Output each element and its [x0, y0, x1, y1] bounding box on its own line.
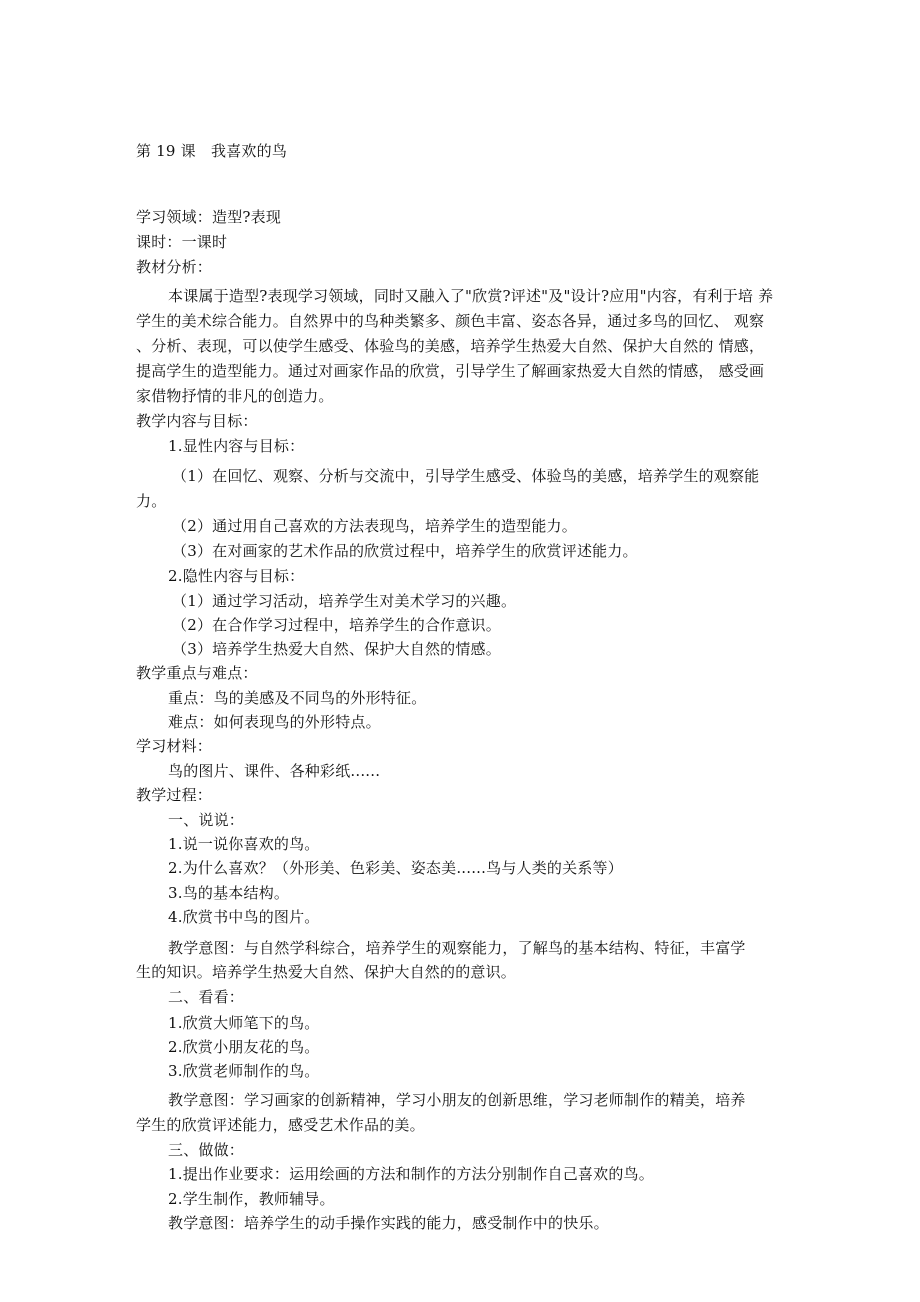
step-3-intent: 教学意图：培养学生的动手操作实践的能力，感受制作中的快乐。 — [168, 1214, 609, 1232]
implicit-goal-1: （1）通过学习活动，培养学生对美术学习的兴趣。 — [172, 592, 517, 610]
analysis-line: 学生的美术综合能力。自然界中的鸟种类繁多、颜色丰富、姿态各异，通过多鸟的回忆、 观察 — [136, 312, 765, 330]
step-1-item: 1.说一说你喜欢的鸟。 — [168, 835, 320, 853]
step-1-item: 4.欣赏书中鸟的图片。 — [168, 908, 320, 926]
analysis-line: 家借物抒情的非凡的创造力。 — [136, 387, 334, 405]
keypoints-heading: 教学重点与难点： — [136, 664, 258, 682]
process-heading: 教学过程： — [136, 786, 213, 804]
step-1-item: 3.鸟的基本结构。 — [168, 884, 290, 902]
key-point: 重点：鸟的美感及不同鸟的外形特征。 — [168, 689, 427, 707]
step-2-intent: 教学意图：学习画家的创新精神，学习小朋友的创新思维，学习老师制作的精美，培养 — [168, 1091, 746, 1109]
step-2-intent-cont: 学生的欣赏评述能力，感受艺术作品的美。 — [136, 1116, 425, 1134]
implicit-goals-heading: 2.隐性内容与目标： — [168, 567, 305, 585]
materials-heading: 学习材料： — [136, 737, 213, 755]
step-3-item: 2.学生制作，教师辅导。 — [168, 1190, 335, 1208]
step-1-intent-cont: 生的知识。培养学生热爱大自然、保护大自然的的意识。 — [136, 963, 517, 981]
explicit-goal-1-cont: 力。 — [136, 492, 167, 510]
lesson-title: 第 19 课 我喜欢的鸟 — [136, 142, 288, 160]
goals-heading: 教学内容与目标： — [136, 412, 258, 430]
step-1-intent: 教学意图：与自然学科综合，培养学生的观察能力，了解鸟的基本结构、特征，丰富学 — [168, 939, 746, 957]
class-period: 课时：一课时 — [136, 233, 228, 251]
explicit-goals-heading: 1.显性内容与目标： — [168, 437, 305, 455]
explicit-goal-2: （2）通过用自己喜欢的方法表现鸟，培养学生的造型能力。 — [172, 517, 577, 535]
step-2-heading: 二、看看： — [168, 988, 245, 1006]
step-3-item: 1.提出作业要求：运用绘画的方法和制作的方法分别制作自己喜欢的鸟。 — [168, 1165, 654, 1183]
step-2-item: 2.欣赏小朋友花的鸟。 — [168, 1038, 320, 1056]
step-3-heading: 三、做做： — [168, 1141, 245, 1159]
analysis-heading: 教材分析： — [136, 258, 213, 276]
step-1-heading: 一、说说： — [168, 811, 245, 829]
materials-list: 鸟的图片、课件、各种彩纸...... — [168, 762, 381, 780]
step-2-item: 1.欣赏大师笔下的鸟。 — [168, 1014, 320, 1032]
analysis-line: 提高学生的造型能力。通过对画家作品的欣赏，引导学生了解画家热爱大自然的情感， 感受画 — [136, 362, 765, 380]
analysis-line: 本课属于造型?表现学习领域，同时又融入了"欣赏?评述"及"设计?应用"内容，有利于培 养 — [168, 287, 774, 305]
learning-field: 学习领域：造型?表现 — [136, 208, 282, 226]
difficult-point: 难点：如何表现鸟的外形特点。 — [168, 713, 381, 731]
implicit-goal-3: （3）培养学生热爱大自然、保护大自然的情感。 — [172, 640, 501, 658]
analysis-line: 、分析、表现，可以使学生感受、体验鸟的美感，培养学生热爱大自然、保护大自然的 情感， — [136, 337, 765, 355]
implicit-goal-2: （2）在合作学习过程中，培养学生的合作意识。 — [172, 616, 501, 634]
explicit-goal-1: （1）在回忆、观察、分析与交流中，引导学生感受、体验鸟的美感，培养学生的观察能 — [172, 467, 760, 485]
explicit-goal-3: （3）在对画家的艺术作品的欣赏过程中，培养学生的欣赏评述能力。 — [172, 542, 638, 560]
step-2-item: 3.欣赏老师制作的鸟。 — [168, 1062, 320, 1080]
step-1-item: 2.为什么喜欢？（外形美、色彩美、姿态美......鸟与人类的关系等） — [168, 859, 623, 877]
